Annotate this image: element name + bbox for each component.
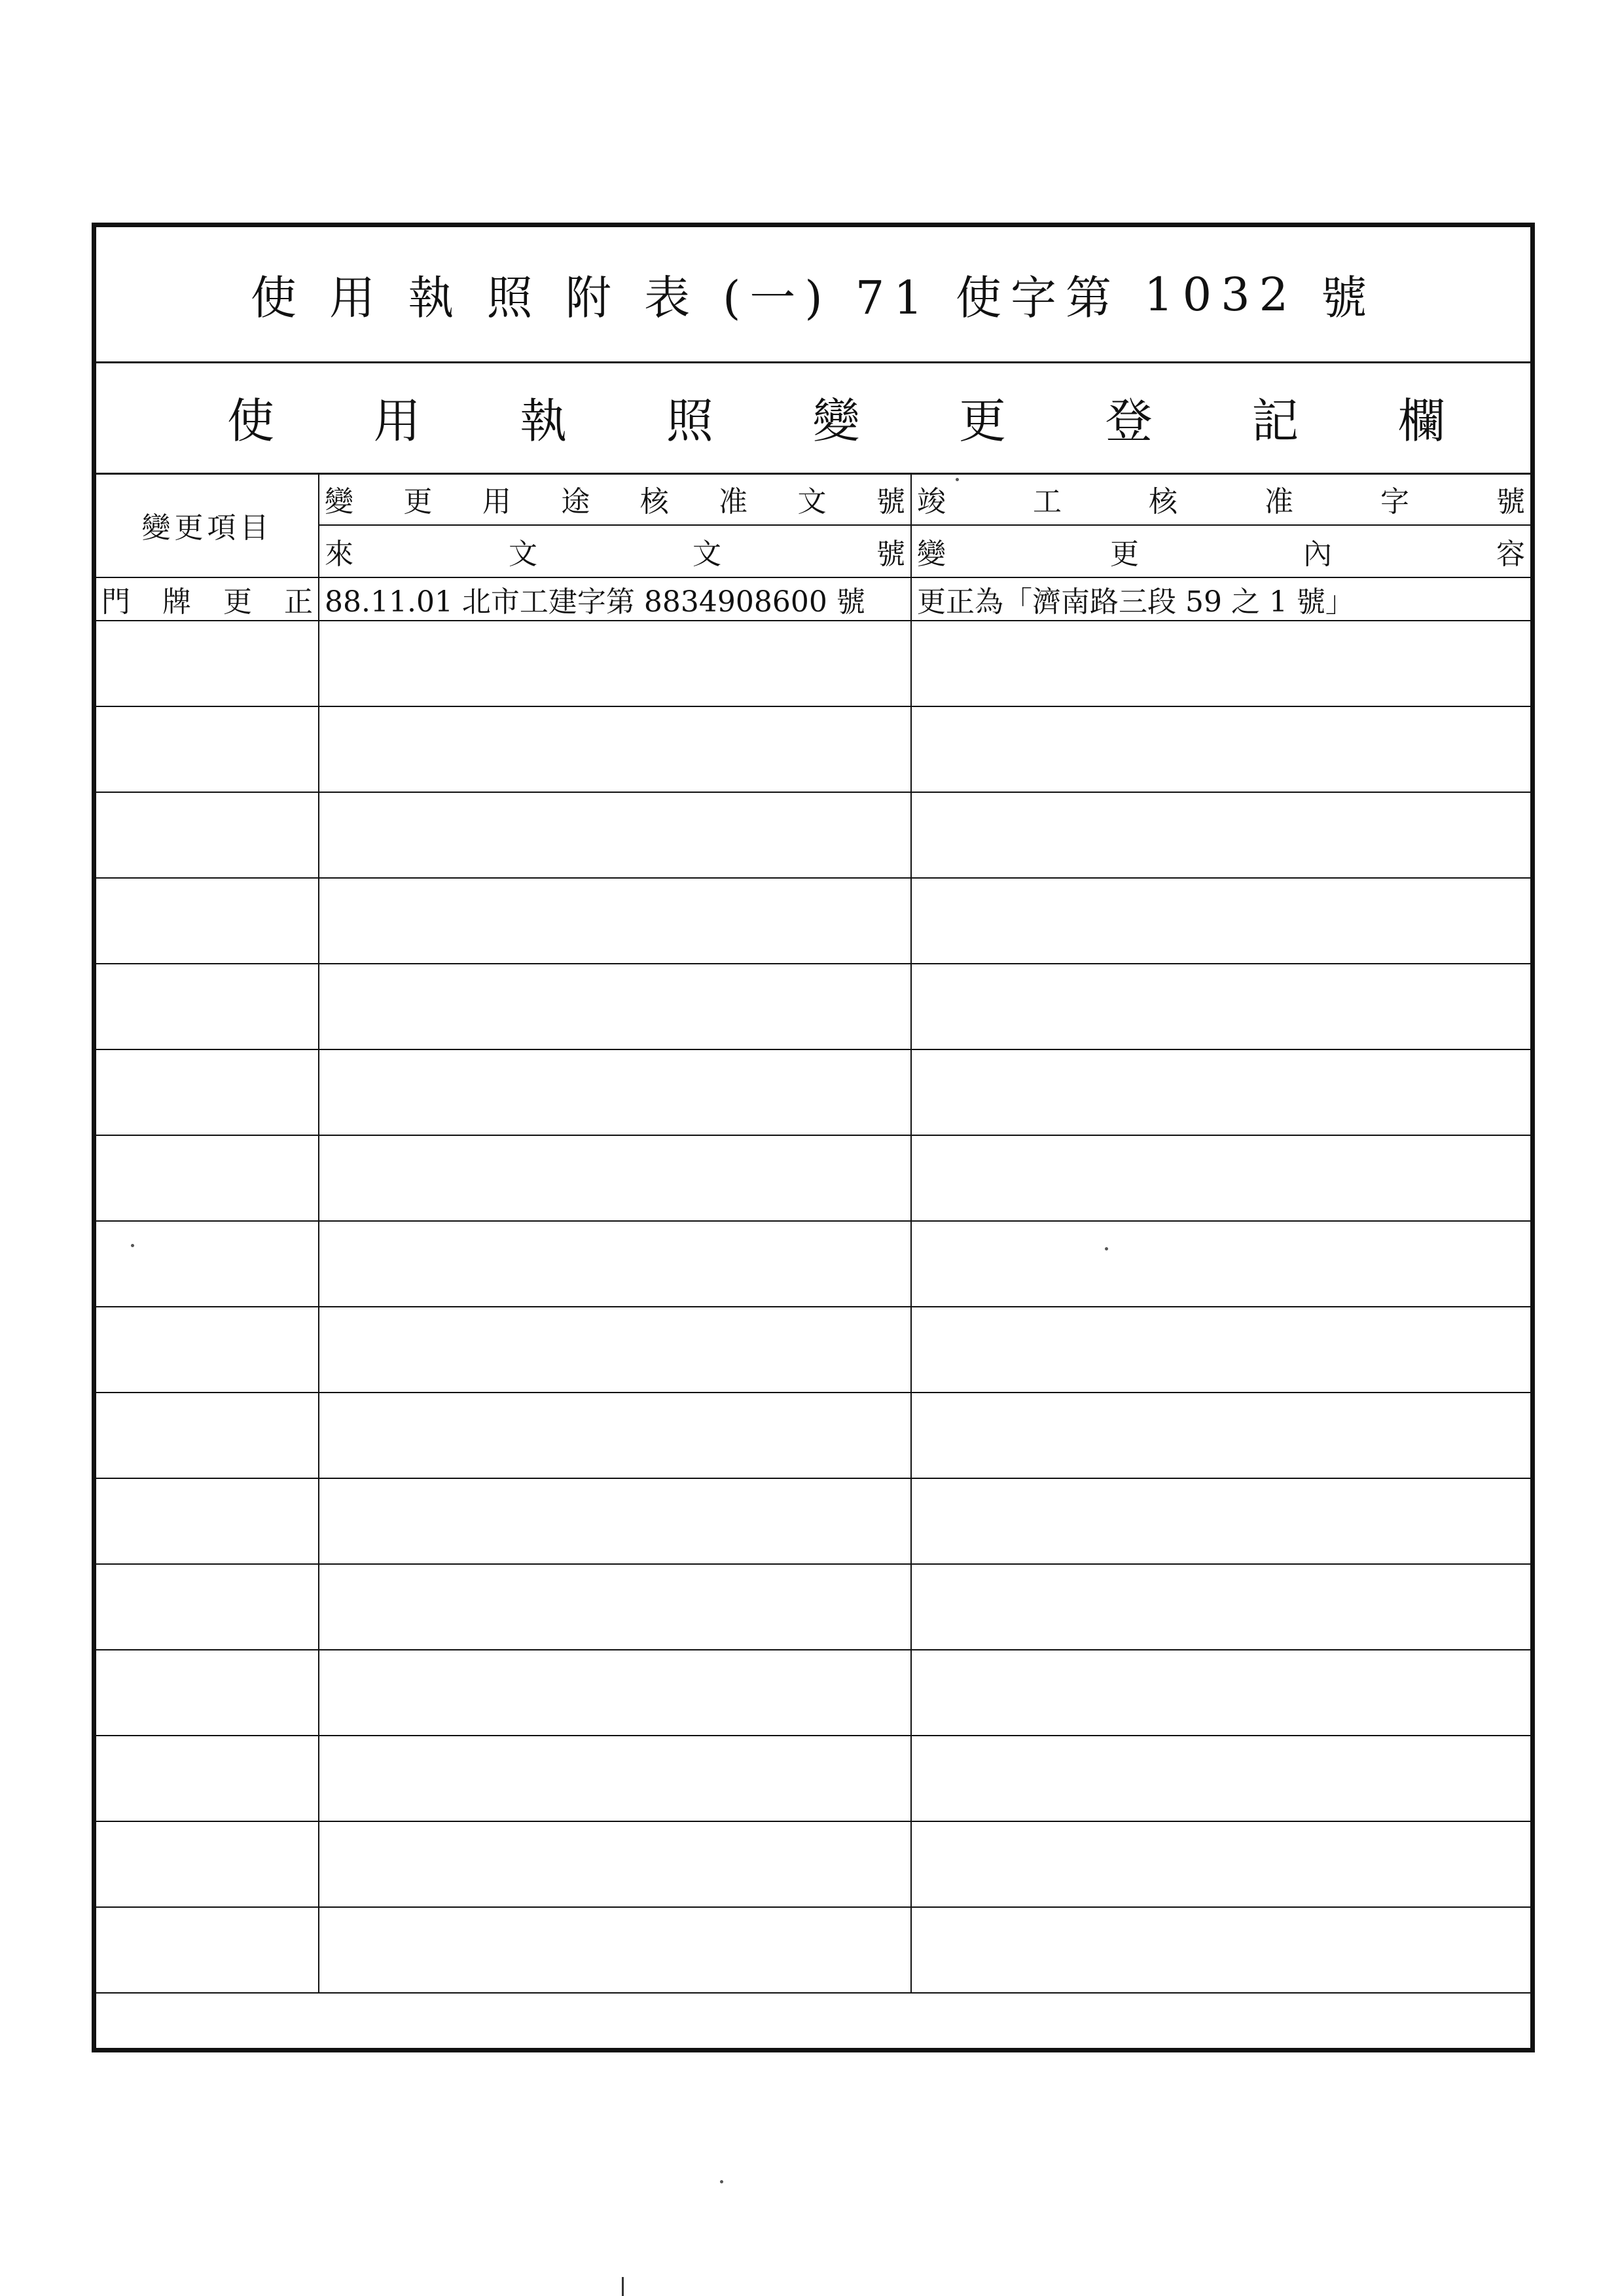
blank-cell <box>96 878 319 964</box>
scan-speck <box>956 478 959 481</box>
subtitle-char: 記 <box>1251 393 1299 448</box>
subtitle-char: 執 <box>520 393 567 448</box>
header-char: 途 <box>561 484 590 519</box>
title-paren: (一) <box>723 271 832 325</box>
binding-mark <box>622 2277 624 2296</box>
header-char: 核 <box>1149 484 1178 519</box>
blank-row <box>96 1049 1530 1135</box>
blank-cell <box>96 1821 319 1907</box>
blank-row <box>96 1650 1530 1736</box>
scan-speck <box>131 1244 134 1247</box>
item-char: 牌 <box>162 585 191 619</box>
blank-row <box>96 1393 1530 1478</box>
header-char: 變 <box>917 538 946 571</box>
blank-cell <box>911 1564 1530 1650</box>
blank-cell <box>96 964 319 1049</box>
header-char: 文 <box>509 538 537 571</box>
blank-cell <box>96 1135 319 1221</box>
header-char: 文 <box>797 484 827 519</box>
subtitle-chars <box>96 383 1530 451</box>
subtitle-char: 照 <box>666 393 713 448</box>
subtitle-char: 更 <box>959 393 1007 448</box>
header-char: 工 <box>1033 484 1062 519</box>
scan-speck <box>720 2180 723 2183</box>
blank-cell <box>319 1221 911 1307</box>
header-char: 核 <box>639 484 669 519</box>
header-change-content <box>911 525 1530 577</box>
blank-cell <box>911 1736 1530 1821</box>
header-char: 文 <box>692 538 721 571</box>
header-char: 號 <box>1496 484 1525 519</box>
subtitle-char: 欄 <box>1397 393 1445 448</box>
header-char: 准 <box>1265 484 1293 519</box>
blank-cell <box>319 706 911 792</box>
blank-cell <box>319 1650 911 1736</box>
blank-cell <box>319 1736 911 1821</box>
blank-row <box>96 706 1530 792</box>
header-char: 變 <box>325 484 353 519</box>
change-register-table <box>96 473 1530 1994</box>
blank-cell <box>911 1478 1530 1564</box>
blank-cell <box>319 1393 911 1478</box>
blank-cell <box>96 1564 319 1650</box>
blank-cell <box>911 878 1530 964</box>
blank-cell <box>911 1393 1530 1478</box>
blank-cell <box>319 621 911 706</box>
blank-cell <box>319 1478 911 1564</box>
blank-cell <box>319 1135 911 1221</box>
blank-cell <box>911 621 1530 706</box>
subtitle-char: 變 <box>812 393 860 448</box>
subtitle-char: 使 <box>227 393 275 448</box>
blank-row <box>96 1907 1530 1993</box>
blank-cell <box>319 1564 911 1650</box>
license-form <box>92 223 1535 2052</box>
header-char: 字 <box>1380 484 1409 519</box>
blank-cell <box>911 964 1530 1049</box>
header-char: 竣 <box>917 484 946 519</box>
blank-cell <box>96 621 319 706</box>
header-approval-doc <box>319 473 911 525</box>
header-incoming-doc <box>319 525 911 577</box>
blank-cell <box>96 1907 319 1993</box>
blank-cell <box>96 1650 319 1736</box>
subtitle-char: 用 <box>373 393 421 448</box>
blank-cell <box>911 706 1530 792</box>
title-prefix: 使 用 執 照 附 表 <box>250 271 700 325</box>
header-char: 用 <box>482 484 511 519</box>
table-row <box>96 577 1530 621</box>
blank-row <box>96 1821 1530 1907</box>
document-number-cell: 88.11.01 北市工建字第 8834908600 號 <box>319 577 911 621</box>
blank-cell <box>319 792 911 878</box>
title-number: 1032 <box>1144 267 1298 321</box>
blank-cell <box>96 1049 319 1135</box>
blank-cell <box>911 1221 1530 1307</box>
blank-row <box>96 1221 1530 1307</box>
blank-row <box>96 1135 1530 1221</box>
header-completion-no <box>911 473 1530 525</box>
blank-cell <box>911 1650 1530 1736</box>
scan-speck <box>1105 1247 1108 1250</box>
blank-cell <box>96 792 319 878</box>
header-char: 來 <box>325 538 353 571</box>
header-char: 准 <box>719 484 748 519</box>
blank-cell <box>911 1049 1530 1135</box>
blank-cell <box>96 1393 319 1478</box>
item-char: 正 <box>284 585 313 619</box>
header-char: 容 <box>1496 538 1525 571</box>
item-char: 門 <box>101 585 130 619</box>
form-title <box>96 227 1530 363</box>
blank-row <box>96 1478 1530 1564</box>
header-item-label: 變更項目 <box>96 473 319 577</box>
blank-row <box>96 1564 1530 1650</box>
blank-cell <box>911 792 1530 878</box>
blank-cell <box>911 1135 1530 1221</box>
title-number-prefix: 71 使字第 <box>855 271 1121 325</box>
header-char: 內 <box>1303 538 1332 571</box>
blank-row <box>96 878 1530 964</box>
blank-cell <box>96 706 319 792</box>
blank-cell <box>911 1907 1530 1993</box>
blank-cell <box>911 1307 1530 1393</box>
subtitle-char: 登 <box>1105 393 1153 448</box>
blank-row <box>96 621 1530 706</box>
change-item-cell <box>96 577 319 621</box>
header-char: 號 <box>876 538 905 571</box>
blank-cell <box>319 1907 911 1993</box>
blank-cell <box>96 1221 319 1307</box>
blank-cell <box>319 1307 911 1393</box>
header-row-top <box>96 473 1530 525</box>
item-char: 更 <box>223 585 252 619</box>
blank-cell <box>319 878 911 964</box>
blank-row <box>96 1307 1530 1393</box>
blank-cell <box>319 1049 911 1135</box>
blank-cell <box>96 1478 319 1564</box>
blank-row <box>96 1736 1530 1821</box>
form-subtitle <box>96 361 1530 475</box>
blank-cell <box>96 1307 319 1393</box>
blank-cell <box>96 1736 319 1821</box>
title-suffix: 號 <box>1321 271 1376 325</box>
header-char: 號 <box>876 484 905 519</box>
blank-row <box>96 964 1530 1049</box>
blank-cell <box>319 1821 911 1907</box>
header-char: 更 <box>403 484 433 519</box>
header-char: 更 <box>1110 538 1139 571</box>
blank-cell <box>319 964 911 1049</box>
blank-row <box>96 792 1530 878</box>
change-content-cell: 更正為「濟南路三段 59 之 1 號」 <box>911 577 1530 621</box>
blank-cell <box>911 1821 1530 1907</box>
